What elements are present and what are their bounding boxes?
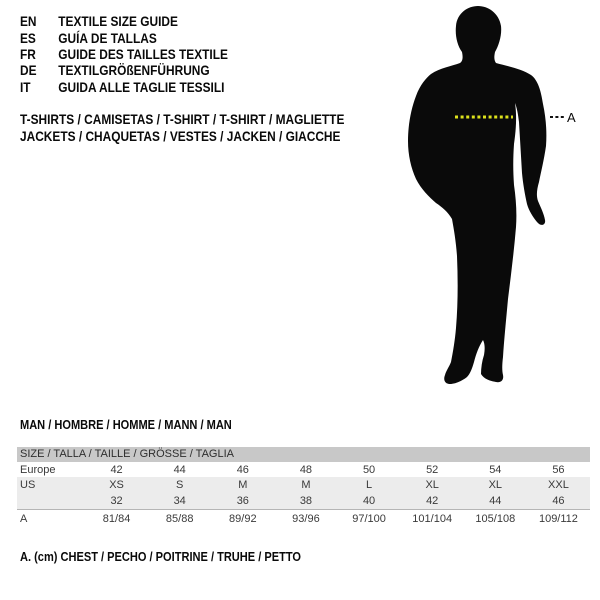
table-row-us-numeric — [17, 492, 590, 509]
language-code: DE — [20, 62, 37, 79]
size-cell: 42 — [426, 494, 439, 507]
size-cell: 81/84 — [102, 513, 131, 525]
size-cell: XS — [109, 478, 124, 491]
size-table-header: SIZE / TALLA / TAILLE / GRÖSSE / TAGLIA — [17, 447, 590, 462]
size-cell: 93/96 — [292, 513, 320, 525]
size-cell: XL — [425, 478, 439, 491]
size-cell: 52 — [426, 463, 439, 476]
language-label: TEXTILE SIZE GUIDE — [58, 13, 178, 30]
size-cell: 46 — [552, 494, 565, 507]
category-jackets: JACKETS / CHAQUETAS / VESTES / JACKEN / GIACCHE — [20, 128, 341, 144]
language-label: TEXTILGRÖßENFÜHRUNG — [58, 62, 210, 79]
size-cell: 44 — [489, 494, 502, 507]
size-cell: M — [301, 478, 311, 491]
size-cell: 42 — [110, 463, 123, 476]
size-cell: 38 — [299, 494, 313, 507]
language-list — [20, 13, 265, 95]
size-cell: 105/108 — [475, 513, 516, 525]
man-silhouette-svg — [403, 5, 581, 390]
table-row-europe — [17, 462, 590, 477]
size-cell: S — [176, 478, 184, 491]
language-row — [20, 13, 228, 29]
table-row-us — [17, 477, 590, 492]
measure-label-a: A — [567, 110, 576, 125]
table-row-chest-a — [17, 509, 590, 528]
language-row — [20, 46, 228, 62]
size-cell: 56 — [552, 463, 565, 476]
man-silhouette-shape — [408, 6, 546, 384]
size-cell: 44 — [173, 463, 186, 476]
size-cell: XL — [488, 478, 503, 491]
size-cell: 85/88 — [165, 513, 194, 525]
size-cell: 97/100 — [352, 513, 386, 525]
language-row — [20, 79, 228, 95]
size-cell: 48 — [299, 463, 313, 476]
size-cell: 89/92 — [229, 513, 257, 525]
footnote-chest-legend: A. (cm) CHEST / PECHO / POITRINE / TRUHE / PETTO — [20, 549, 301, 564]
size-cell: 36 — [236, 494, 249, 507]
man-silhouette-figure — [403, 5, 581, 390]
section-title-man: MAN / HOMBRE / HOMME / MANN / MAN — [20, 417, 232, 432]
size-cell: 32 — [110, 494, 123, 507]
row-label: Europe — [20, 463, 56, 476]
size-cell: XXL — [548, 478, 569, 491]
language-code: EN — [20, 13, 37, 30]
language-label: GUÍA DE TALLAS — [58, 29, 157, 46]
size-table — [17, 447, 590, 528]
row-label: US — [20, 478, 36, 491]
language-label: GUIDA ALLE TAGLIE TESSILI — [58, 78, 225, 95]
language-code: ES — [20, 29, 36, 46]
size-cell: 50 — [362, 463, 376, 476]
language-code: IT — [20, 78, 31, 95]
size-cell: L — [366, 478, 373, 491]
language-label: GUIDE DES TAILLES TEXTILE — [58, 45, 228, 62]
language-code: FR — [20, 45, 36, 62]
language-row — [20, 29, 228, 45]
row-label: A — [20, 513, 28, 525]
size-cell: M — [238, 478, 248, 491]
size-cell: 40 — [362, 494, 376, 507]
size-cell: 101/104 — [412, 513, 453, 525]
size-cell: 46 — [236, 463, 249, 476]
size-cell: 109/112 — [538, 513, 578, 525]
garment-categories — [20, 111, 402, 145]
size-cell: 34 — [173, 494, 186, 507]
size-cell: 54 — [489, 463, 502, 476]
language-row — [20, 62, 228, 78]
category-tshirts: T-SHIRTS / CAMISETAS / T-SHIRT / T-SHIRT / MAGLIETTE — [20, 111, 345, 127]
